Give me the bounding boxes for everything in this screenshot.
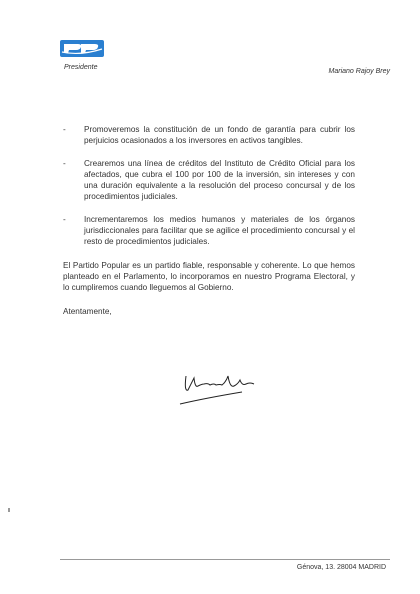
letterhead-author: Mariano Rajoy Brey	[328, 68, 390, 75]
list-item	[63, 214, 355, 248]
bullet-marker: -	[63, 125, 66, 134]
bullet-text: Incrementaremos los medios humanos y materiales de los órganos jurisdiccionales para facilitar que se agilice el procedimiento concursal y el resto de procedimientos judiciales.	[84, 214, 355, 247]
signature	[176, 362, 266, 410]
bullet-text: Promoveremos la constitución de un fondo de garantía para cubrir los perjuicios ocasionados a los inversores en activos tangibles.	[84, 125, 355, 146]
bullet-text: Crearemos una línea de créditos del Instituto de Crédito Oficial para los afectados, que cubra el 100 por 100 de la inversión, sin intereses y con una duración equivalente a la resolución del proceso concursal y de los procedimientos judiciales.	[84, 158, 355, 202]
list-item	[63, 124, 355, 147]
footer-address: Génova, 13. 28004 MADRID	[296, 564, 386, 571]
signature-icon	[176, 362, 266, 410]
scan-mark	[8, 508, 10, 512]
pp-logo-icon	[60, 40, 104, 57]
party-logo	[60, 40, 104, 57]
bullet-marker: -	[63, 214, 66, 224]
footer-divider	[60, 559, 390, 560]
list-item	[63, 158, 355, 203]
bullet-marker: -	[63, 158, 66, 168]
closing-paragraph: El Partido Popular es un partido fiable, responsable y coherente. Lo que hemos planteado en el Parlamento, lo incorporamos en nuestro Programa Electoral, y lo cumpliremos cuando lleguemos al Gobierno.	[63, 260, 355, 293]
salutation: Atentamente,	[63, 306, 112, 316]
letterhead-role: Presidente	[64, 64, 98, 71]
letter-body	[63, 124, 355, 317]
